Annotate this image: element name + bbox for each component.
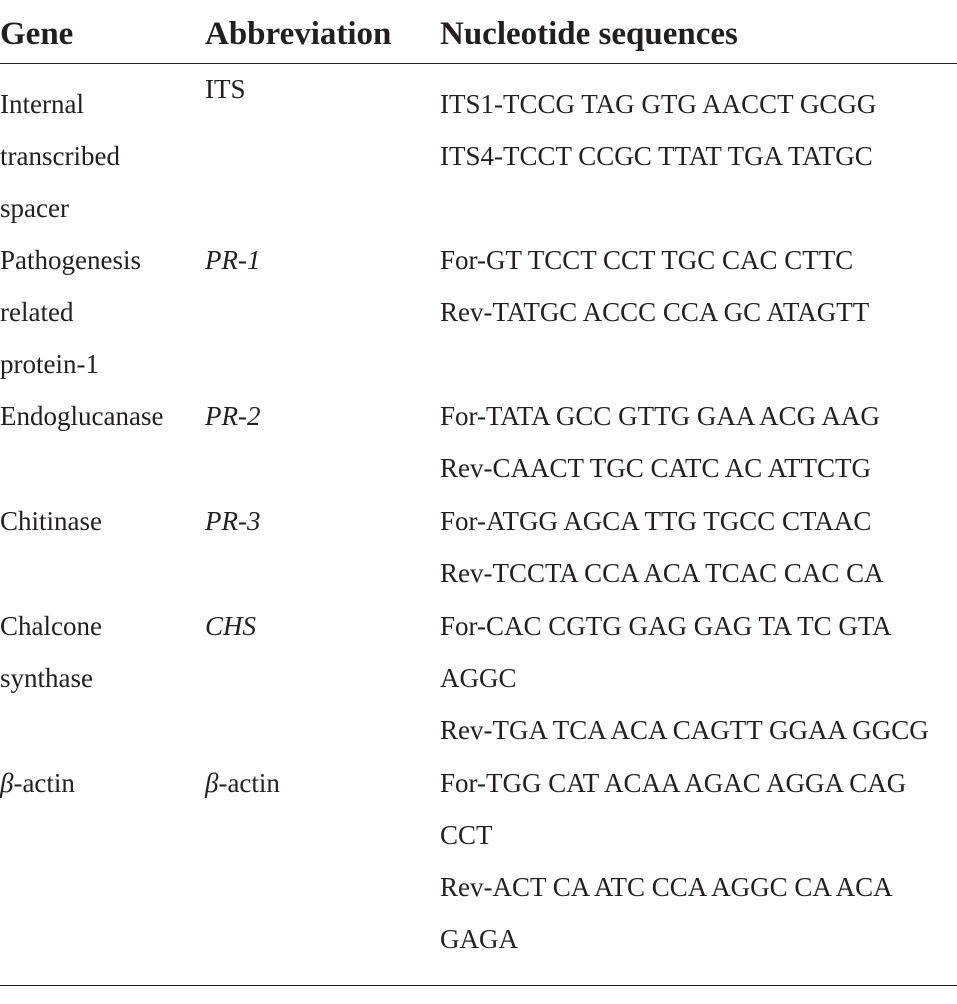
abbreviation-text: PR-1 <box>205 245 261 275</box>
abbreviation-cell <box>205 390 430 442</box>
gene-name-line: Endoglucanase <box>0 401 164 431</box>
beta-symbol: β <box>0 768 14 798</box>
sequence-line: GAGA <box>440 924 518 954</box>
gene-name-line: Internal <box>0 89 84 119</box>
gene-name-text: -actin <box>13 768 75 798</box>
abbreviation-text: CHS <box>205 611 257 641</box>
abbreviation-text: ITS <box>205 74 246 104</box>
sequence-cell <box>440 78 957 182</box>
sequence-line: For-GT TCCT CCT TGC CAC CTTC <box>440 245 854 275</box>
header-gene: Gene <box>0 16 74 52</box>
sequence-line: Rev-TCCTA CCA ACA TCAC CAC CA <box>440 558 884 588</box>
sequence-cell <box>440 495 957 599</box>
gene-cell <box>0 757 200 809</box>
abbreviation-text: -actin <box>218 768 280 798</box>
sequence-cell <box>440 600 957 756</box>
sequence-line: Rev-TATGC ACCC CCA GC ATAGTT <box>440 297 870 327</box>
header-nucleotide-sequences: Nucleotide sequences <box>440 16 738 52</box>
gene-cell <box>0 600 200 704</box>
beta-symbol: β <box>205 768 219 798</box>
sequence-line: ITS1-TCCG TAG GTG AACCT GCGG <box>440 89 877 119</box>
gene-name-line: synthase <box>0 663 93 693</box>
sequence-line: For-TGG CAT ACAA AGAC AGGA CAG <box>440 768 907 798</box>
gene-name-line: protein-1 <box>0 349 99 379</box>
sequence-cell <box>440 390 957 494</box>
gene-name-line: Chitinase <box>0 506 102 536</box>
sequence-line: Rev-TGA TCA ACA CAGTT GGAA GGCG <box>440 715 929 745</box>
abbreviation-text: PR-3 <box>205 506 261 536</box>
abbreviation-cell <box>205 757 430 809</box>
table-header <box>0 0 957 64</box>
abbreviation-line <box>205 757 430 809</box>
sequence-line: Rev-ACT CA ATC CCA AGGC CA ACA <box>440 872 893 902</box>
sequence-line: For-TATA GCC GTTG GAA ACG AAG <box>440 401 880 431</box>
gene-name-line: transcribed <box>0 141 120 171</box>
gene-name-line: Pathogenesis <box>0 245 141 275</box>
abbreviation-cell <box>205 600 430 652</box>
sequence-cell <box>440 757 957 965</box>
abbreviation-cell <box>205 63 430 115</box>
gene-name-line: related <box>0 297 74 327</box>
sequence-line: Rev-CAACT TGC CATC AC ATTCTG <box>440 453 872 483</box>
sequence-line: For-CAC CGTG GAG GAG TA TC GTA <box>440 611 892 641</box>
gene-cell <box>0 390 200 442</box>
gene-name-line: spacer <box>0 193 69 223</box>
gene-cell <box>0 495 200 547</box>
header-abbreviation: Abbreviation <box>205 16 392 52</box>
abbreviation-cell <box>205 495 430 547</box>
sequence-cell <box>440 234 957 338</box>
sequence-line: For-ATGG AGCA TTG TGCC CTAAC <box>440 506 872 536</box>
header-rule <box>0 63 957 64</box>
gene-name-line: Chalcone <box>0 611 102 641</box>
sequence-line: AGGC <box>440 663 517 693</box>
gene-name-line <box>0 757 200 809</box>
gene-cell <box>0 234 200 390</box>
abbreviation-cell <box>205 234 430 286</box>
bottom-rule <box>0 985 957 986</box>
gene-cell <box>0 78 200 234</box>
sequence-line: ITS4-TCCT CCGC TTAT TGA TATGC <box>440 141 873 171</box>
sequence-line: CCT <box>440 820 493 850</box>
abbreviation-text: PR-2 <box>205 401 261 431</box>
